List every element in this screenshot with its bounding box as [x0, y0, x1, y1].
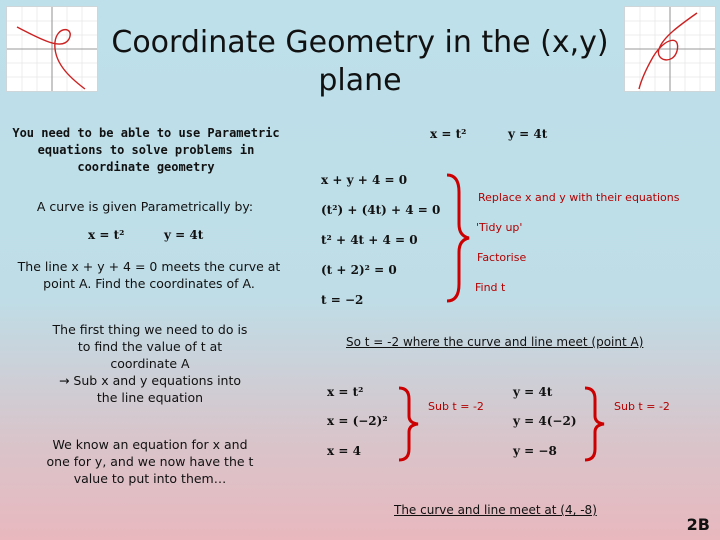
sub-x-brace-icon	[396, 385, 422, 463]
first-line: coordinate A	[110, 356, 190, 371]
curve-thumbnail-left	[6, 6, 98, 92]
t-value-statement: So t = -2 where the curve and line meet (point A)	[346, 335, 644, 349]
given-eq-y: y = 4t	[164, 228, 204, 242]
know-text	[30, 436, 270, 487]
sub-y-line-2: y = 4(−2)	[513, 414, 577, 428]
first-line: The first thing we need to do is	[52, 322, 248, 337]
problem-line: point A. Find the coordinates of A.	[43, 276, 255, 291]
problem-line: The line x + y + 4 = 0 meets the curve at	[17, 259, 281, 274]
given-text: A curve is given Parametrically by:	[36, 199, 254, 214]
title-line-2: plane	[318, 63, 402, 98]
sub-x-line-3: x = 4	[327, 444, 361, 458]
note-find-t: Find t	[475, 281, 506, 294]
intro-line: equations to solve problems in	[37, 143, 255, 157]
problem-text	[6, 258, 292, 292]
intro-text	[6, 125, 286, 176]
note-replace: Replace x and y with their equations	[478, 191, 680, 204]
page-title	[100, 24, 620, 100]
steps-brace-icon	[443, 172, 473, 304]
sub-note-y: Sub t = -2	[614, 400, 670, 413]
conclusion-statement: The curve and line meet at (4, -8)	[394, 503, 597, 517]
page-number: 2B	[686, 515, 710, 534]
first-line: the line equation	[96, 390, 204, 405]
know-line: one for y, and we now have the t	[46, 454, 254, 469]
curve-thumbnail-right	[624, 6, 716, 92]
sub-y-brace-icon	[582, 385, 608, 463]
step-4: (t + 2)² = 0	[321, 263, 397, 277]
sub-note-x: Sub t = -2	[428, 400, 484, 413]
top-eq-y: y = 4t	[508, 127, 548, 141]
step-5: t = −2	[321, 293, 364, 307]
first-step-text	[30, 321, 270, 406]
step-2: (t²) + (4t) + 4 = 0	[321, 203, 441, 217]
note-factorise: Factorise	[477, 251, 527, 264]
first-line: to find the value of t at	[77, 339, 223, 354]
note-tidy: 'Tidy up'	[476, 221, 523, 234]
step-1: x + y + 4 = 0	[321, 173, 408, 187]
sub-x-line-1: x = t²	[327, 385, 364, 399]
step-3: t² + 4t + 4 = 0	[321, 233, 418, 247]
first-line: → Sub x and y equations into	[58, 373, 242, 388]
know-line: value to put into them…	[73, 471, 227, 486]
sub-y-line-1: y = 4t	[513, 385, 553, 399]
top-eq-x: x = t²	[430, 127, 467, 141]
know-line: We know an equation for x and	[52, 437, 248, 452]
given-eq-x: x = t²	[88, 228, 125, 242]
intro-line: You need to be able to use Parametric	[12, 126, 280, 140]
sub-y-line-3: y = −8	[513, 444, 557, 458]
sub-x-line-2: x = (−2)²	[327, 414, 388, 428]
intro-line: coordinate geometry	[77, 160, 215, 174]
title-line-1: Coordinate Geometry in the (x,y)	[111, 25, 609, 60]
